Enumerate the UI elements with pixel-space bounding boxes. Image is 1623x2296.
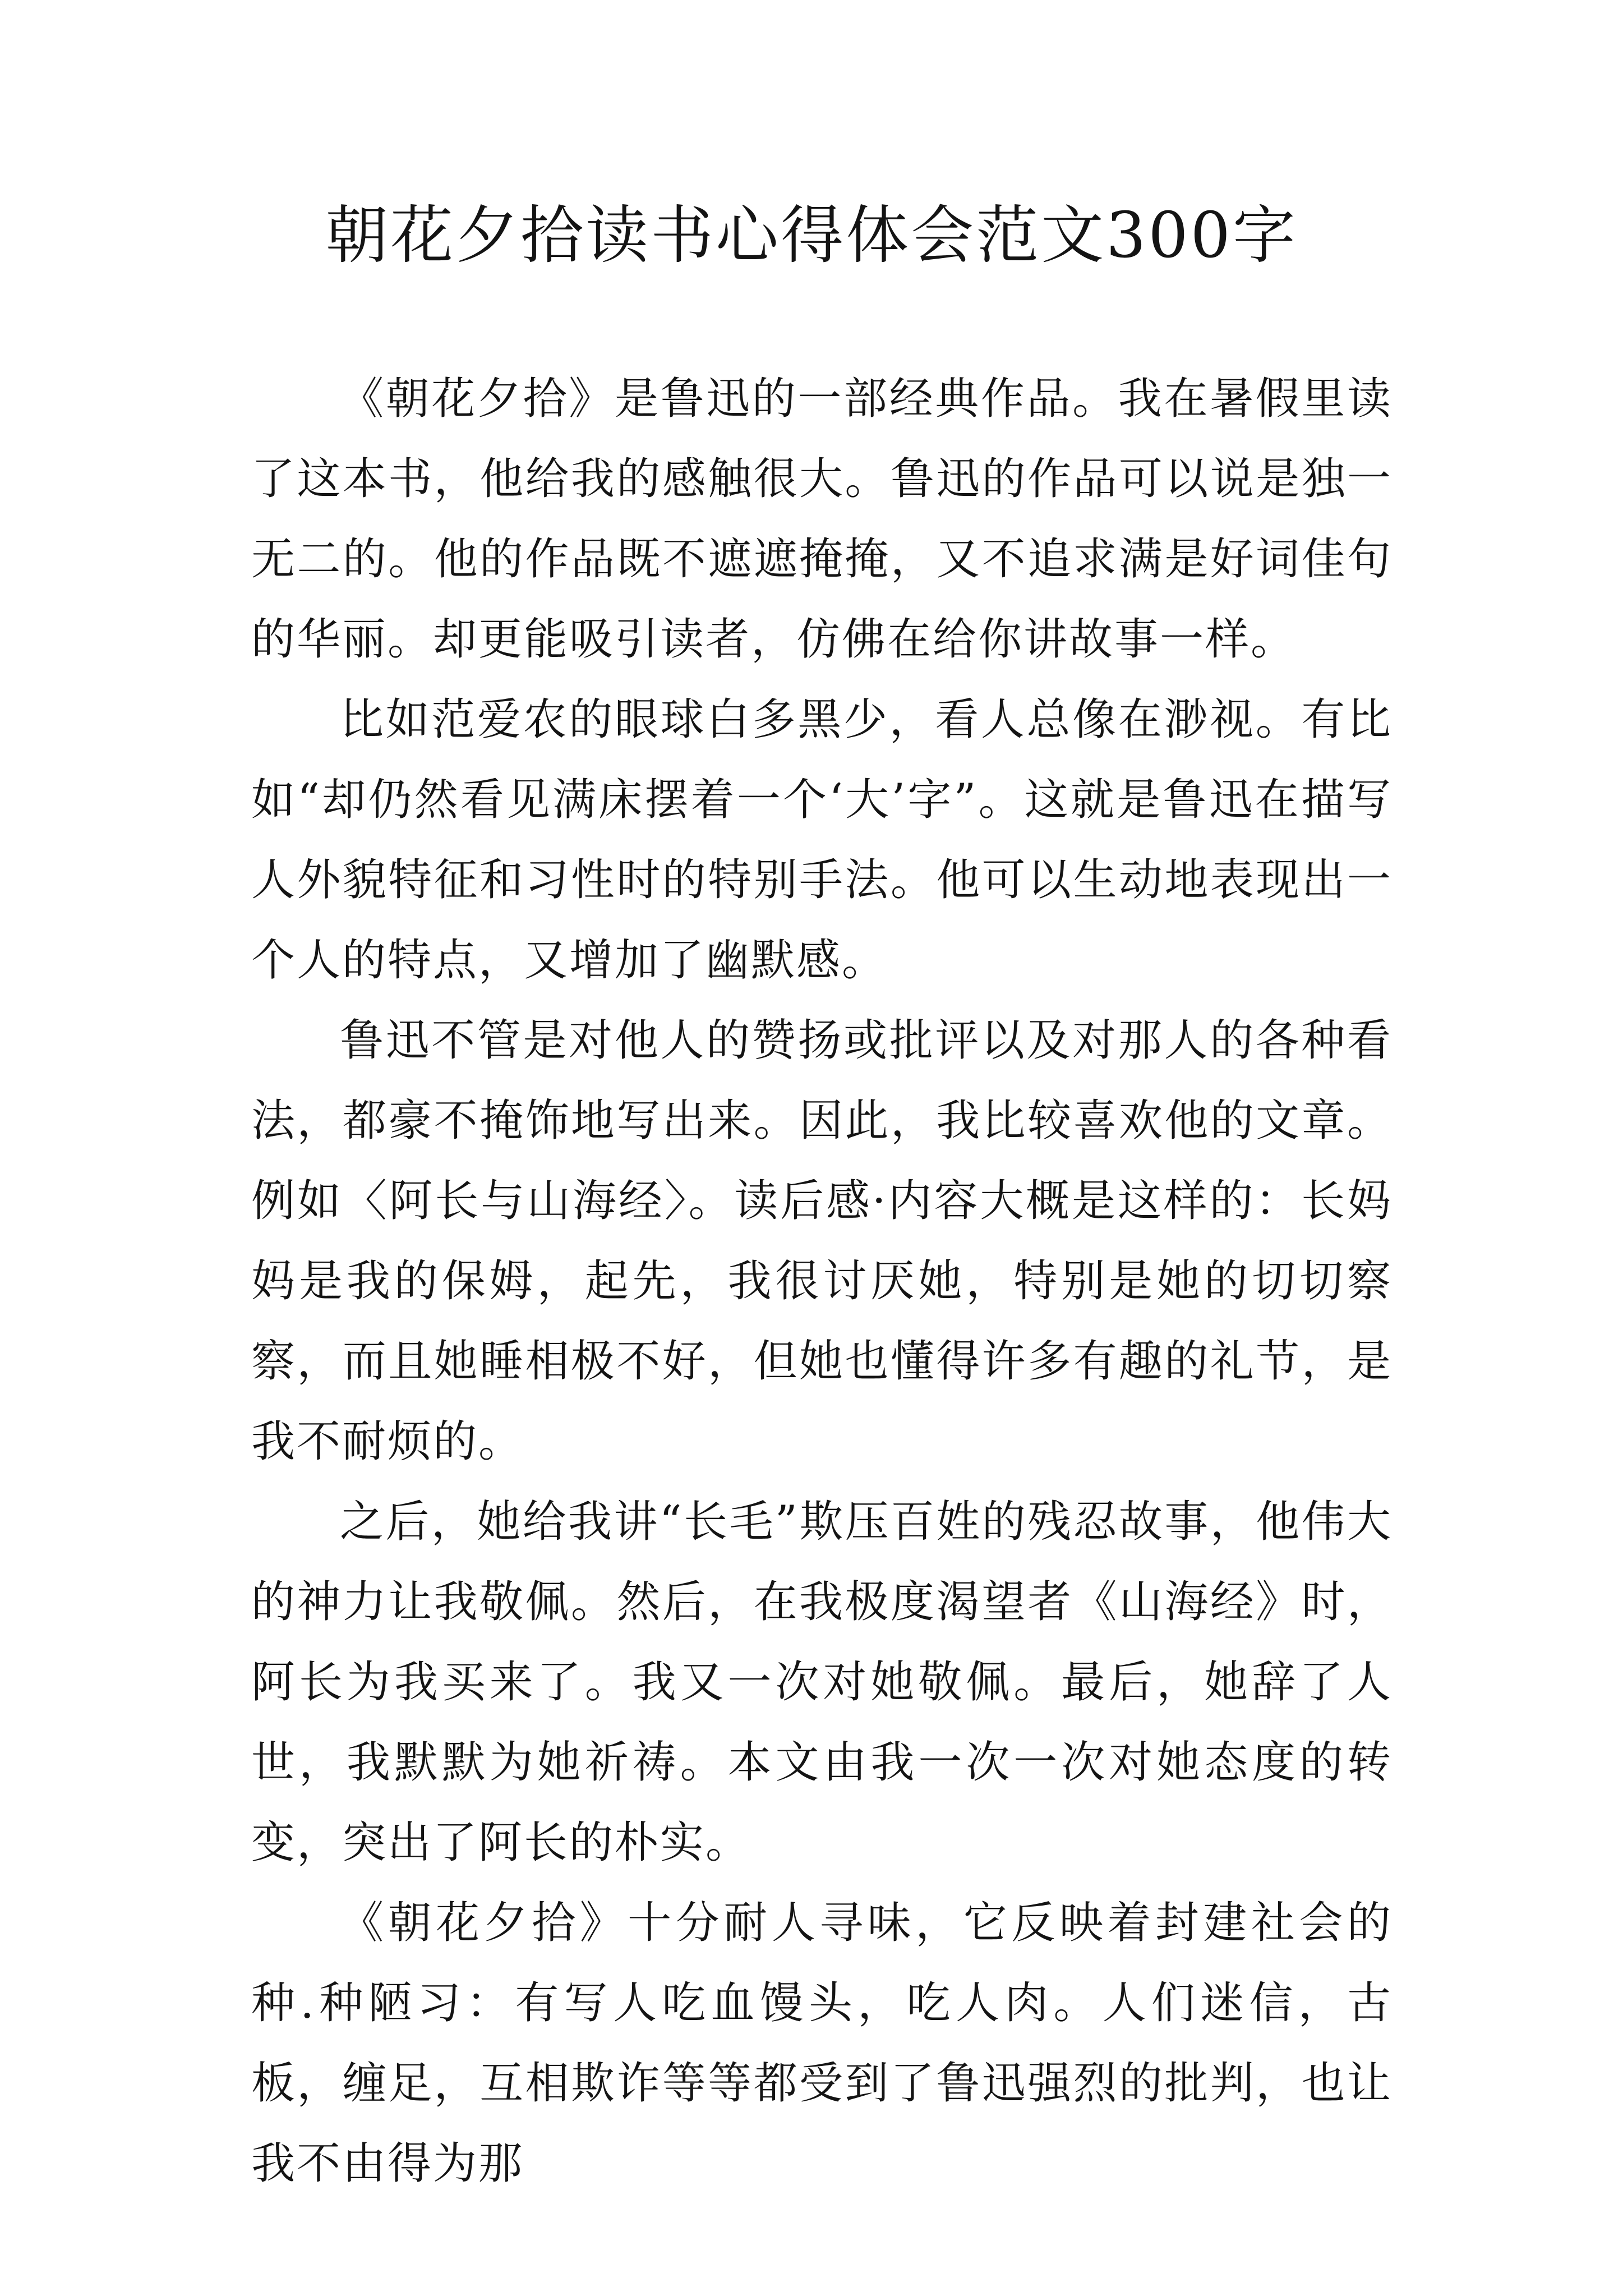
paragraph-1: 《朝花夕拾》是鲁迅的一部经典作品。我在暑假里读了这本书，他给我的感触很大。鲁迅的作品可以说是独一无二的。他的作品既不遮遮掩掩，又不追求满是好词佳句的华丽。却更能吸引读者，仿佛在给你讲故事一样。 [251,374,1393,665]
paragraph-2: 比如范爱农的眼球白多黑少，看人总像在渺视。有比如“却仍然看见满床摆着一个‘大’字”。这就是鲁迅在描写人外貌特征和习性时的特别手法。他可以生动地表现出一个人的特点，又增加了幽默感。 [251,694,1393,986]
document-body [251,359,1393,2204]
document-title: 朝花夕拾读书心得体会范文300字 [325,199,1298,272]
paragraph-5: 《朝花夕拾》十分耐人寻味，它反映着封建社会的种.种陋习：有写人吃血馒头，吃人肉。人们迷信，古板，缠足，互相欺诈等等都受到了鲁迅强烈的批判，也让我不由得为那 [251,1898,1393,2189]
paragraph-4: 之后，她给我讲“长毛”欺压百姓的残忍故事，他伟大的神力让我敬佩。然后，在我极度渴望者《山海经》时，阿长为我买来了。我又一次对她敬佩。最后，她辞了人世，我默默为她祈祷。本文由我一次一次对她态度的转变，突出了阿长的朴实。 [251,1497,1393,1868]
paragraph-3: 鲁迅不管是对他人的赞扬或批评以及对那人的各种看法，都豪不掩饰地写出来。因此，我比较喜欢他的文章。例如〈阿长与山海经〉。读后感·内容大概是这样的：长妈妈是我的保姆，起先，我很讨厌她，特别是她的切切察察，而且她睡相极不好，但她也懂得许多有趣的礼节，是我不耐烦的。 [251,1015,1393,1467]
